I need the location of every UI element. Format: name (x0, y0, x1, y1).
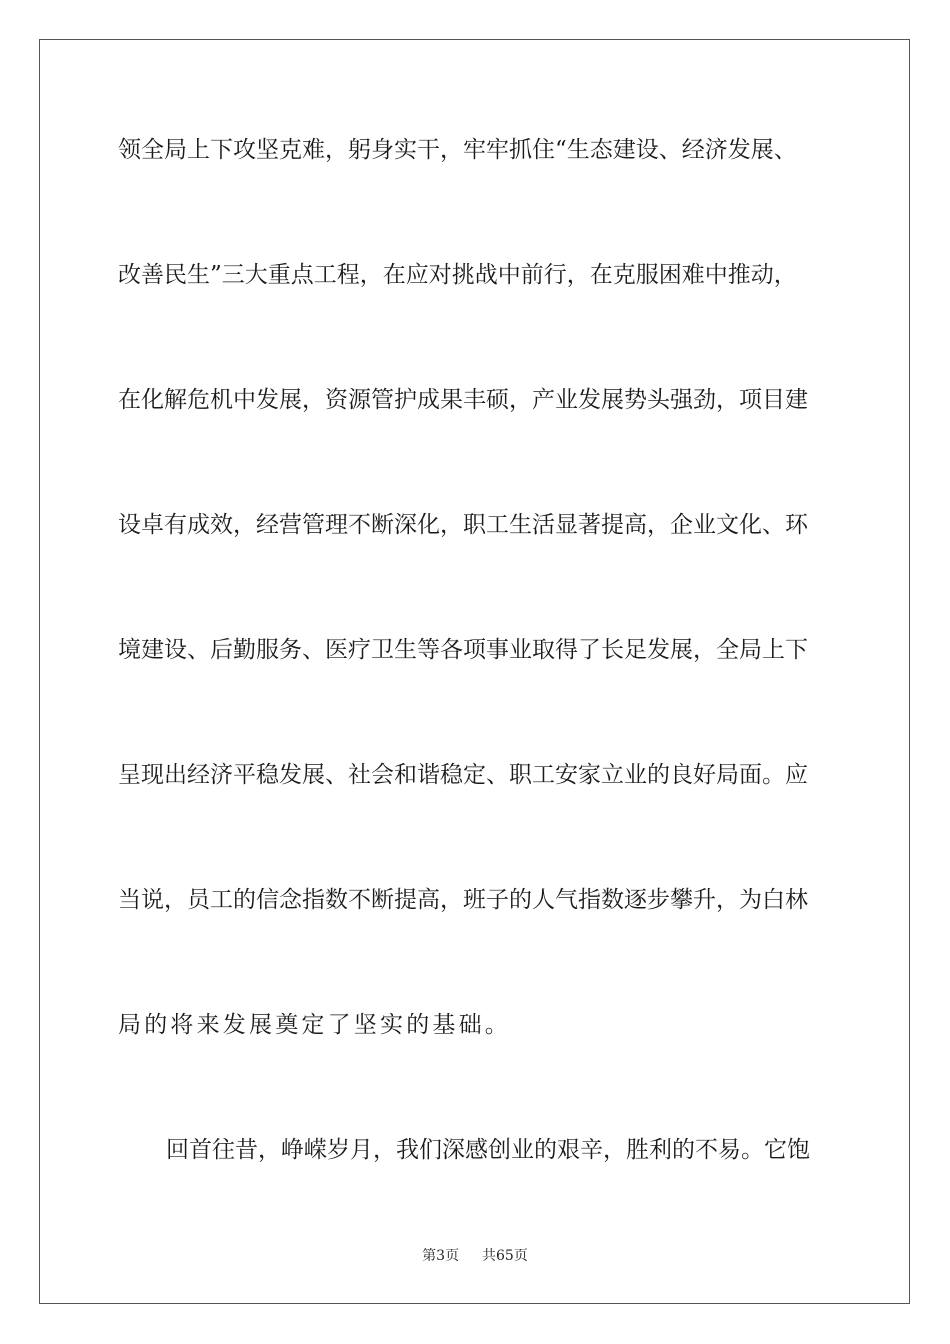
page-number: 第3页 (422, 1248, 460, 1264)
body-line-2: 改善民生”三大重点工程，在应对挑战中前行，在克服困难中推动， (118, 262, 797, 288)
page-border (39, 39, 910, 1304)
body-line-5: 境建设、后勤服务、医疗卫生等各项事业取得了长足发展，全局上下 (118, 637, 808, 663)
body-line-1: 领全局上下攻坚克难，躬身实干，牢牢抓住“生态建设、经济发展、 (118, 137, 797, 163)
body-line-7: 当说，员工的信念指数不断提高，班子的人气指数逐步攀升，为白林 (118, 887, 808, 913)
body-line-3: 在化解危机中发展，资源管护成果丰硕，产业发展势头强劲，项目建 (118, 387, 808, 413)
body-line-6: 呈现出经济平稳发展、社会和谐稳定、职工安家立业的良好局面。应 (118, 762, 808, 788)
page-footer (0, 1247, 950, 1265)
body-line-9-indented: 回首往昔，峥嵘岁月，我们深感创业的艰辛，胜利的不易。它饱 (166, 1137, 810, 1163)
body-line-4: 设卓有成效，经营管理不断深化，职工生活显著提高，企业文化、环 (118, 512, 808, 538)
page-total: 共65页 (482, 1248, 528, 1264)
body-line-8: 局的将来发展奠定了坚实的基础。 (118, 1012, 511, 1038)
